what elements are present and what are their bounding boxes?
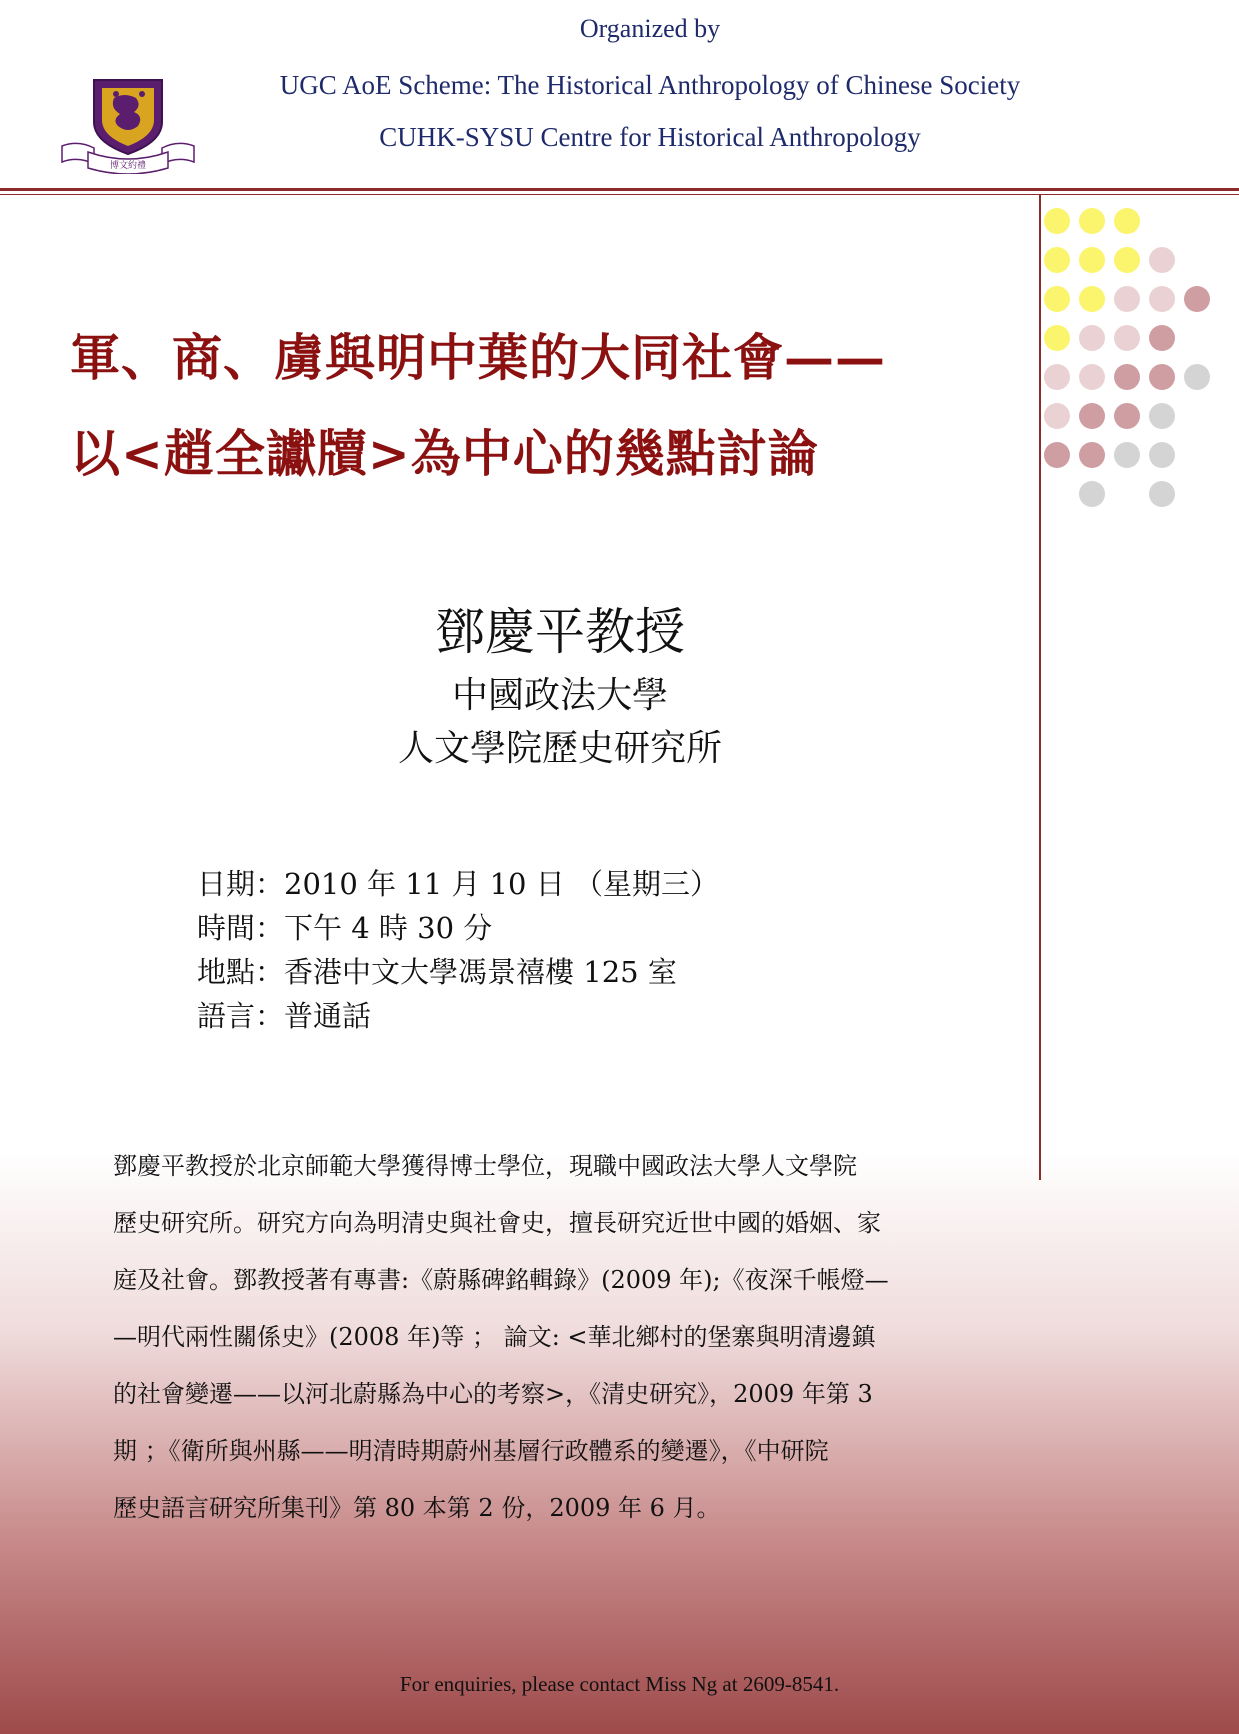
decorative-dot: [1114, 286, 1140, 312]
detail-value: 下午 4 時 30 分: [284, 911, 493, 945]
decorative-dot: [1044, 208, 1070, 234]
detail-value: 香港中文大學馮景禧樓 125 室: [284, 955, 677, 989]
decorative-dot: [1149, 442, 1175, 468]
decorative-dot: [1114, 325, 1140, 351]
decorative-dot: [1149, 403, 1175, 429]
decorative-dot: [1044, 442, 1070, 468]
decorative-dot: [1044, 403, 1070, 429]
decorative-dot: [1114, 208, 1140, 234]
decorative-dot: [1149, 286, 1175, 312]
detail-row: 語言：普通話: [197, 999, 372, 1033]
bio-line: —明代兩性關係史》(2008 年)等 ； 論文: <華北鄉村的堡寨與明清邊鎮: [113, 1323, 876, 1351]
decorative-dot: [1079, 403, 1105, 429]
decorative-dot: [1114, 403, 1140, 429]
decorative-dot: [1149, 247, 1175, 273]
detail-label: 地點: [197, 955, 256, 989]
decorative-dot: [1184, 364, 1210, 390]
header-rule-thick: [0, 188, 1239, 191]
detail-row: 時間：下午 4 時 30 分: [197, 911, 493, 945]
decorative-dot: [1079, 364, 1105, 390]
decorative-dot: [1149, 364, 1175, 390]
speaker-affiliation-2: 人文學院歷史研究所: [397, 728, 722, 769]
decorative-dot: [1114, 442, 1140, 468]
decorative-dot: [1079, 247, 1105, 273]
organizer-line-1: UGC AoE Scheme: The Historical Anthropology of Chinese Society: [279, 70, 1021, 100]
decorative-dot: [1079, 208, 1105, 234]
bio-line: 歷史語言研究所集刊》第 80 本第 2 份，2009 年 6 月。: [113, 1494, 721, 1522]
cuhk-logo: [58, 76, 198, 174]
decorative-dot: [1079, 481, 1105, 507]
organizer-line-2: CUHK-SYSU Centre for Historical Anthropology: [379, 122, 921, 152]
bio-line: 的社會變遷——以河北蔚縣為中心的考察>，《清史研究》，2009 年第 3: [113, 1380, 873, 1408]
detail-value: 2010 年 11 月 10 日 （星期三）: [284, 867, 719, 901]
detail-row: 地點：香港中文大學馮景禧樓 125 室: [197, 955, 677, 989]
detail-value: 普通話: [284, 999, 372, 1033]
detail-row: 日期：2010 年 11 月 10 日 （星期三）: [197, 867, 719, 901]
header-rule-thin: [0, 194, 1239, 195]
talk-title-line-2: 以<趙全讞牘>為中心的幾點討論: [70, 424, 819, 483]
detail-label: 語言: [197, 999, 256, 1033]
talk-title-line-1: 軍、商、虜與明中葉的大同社會——: [70, 328, 886, 387]
detail-label: 日期: [197, 867, 256, 901]
logo-motto: 博文約禮: [109, 161, 147, 171]
side-rule: [1039, 195, 1041, 1180]
decorative-dot: [1079, 325, 1105, 351]
detail-label: 時間: [197, 911, 256, 945]
decorative-dot: [1044, 286, 1070, 312]
decorative-dot: [1044, 247, 1070, 273]
decorative-dot: [1079, 442, 1105, 468]
speaker-affiliation-1: 中國政法大學: [451, 675, 668, 716]
decorative-dot: [1044, 325, 1070, 351]
bio-line: 庭及社會。鄧教授著有專書:《蔚縣碑銘輯錄》(2009 年);《夜深千帳燈—: [113, 1266, 889, 1294]
bio-line: 鄧慶平教授於北京師範大學獲得博士學位，現職中國政法大學人文學院: [113, 1152, 857, 1180]
decorative-dot: [1079, 286, 1105, 312]
enquiry-footer: For enquiries, please contact Miss Ng at 2609-8541.: [399, 1672, 840, 1696]
decorative-dot: [1149, 325, 1175, 351]
decorative-dot: [1184, 286, 1210, 312]
decorative-dot: [1149, 481, 1175, 507]
bio-line: 期 ；《衛所與州縣——明清時期蔚州基層行政體系的變遷》，《中研院: [113, 1437, 829, 1465]
decorative-dot: [1044, 364, 1070, 390]
bio-line: 歷史研究所。研究方向為明清史與社會史，擅長研究近世中國的婚姻、家: [113, 1209, 881, 1237]
organized-by: Organized by: [579, 14, 721, 43]
decorative-dot: [1114, 364, 1140, 390]
speaker-name: 鄧慶平教授: [435, 603, 685, 661]
decorative-dot: [1114, 247, 1140, 273]
